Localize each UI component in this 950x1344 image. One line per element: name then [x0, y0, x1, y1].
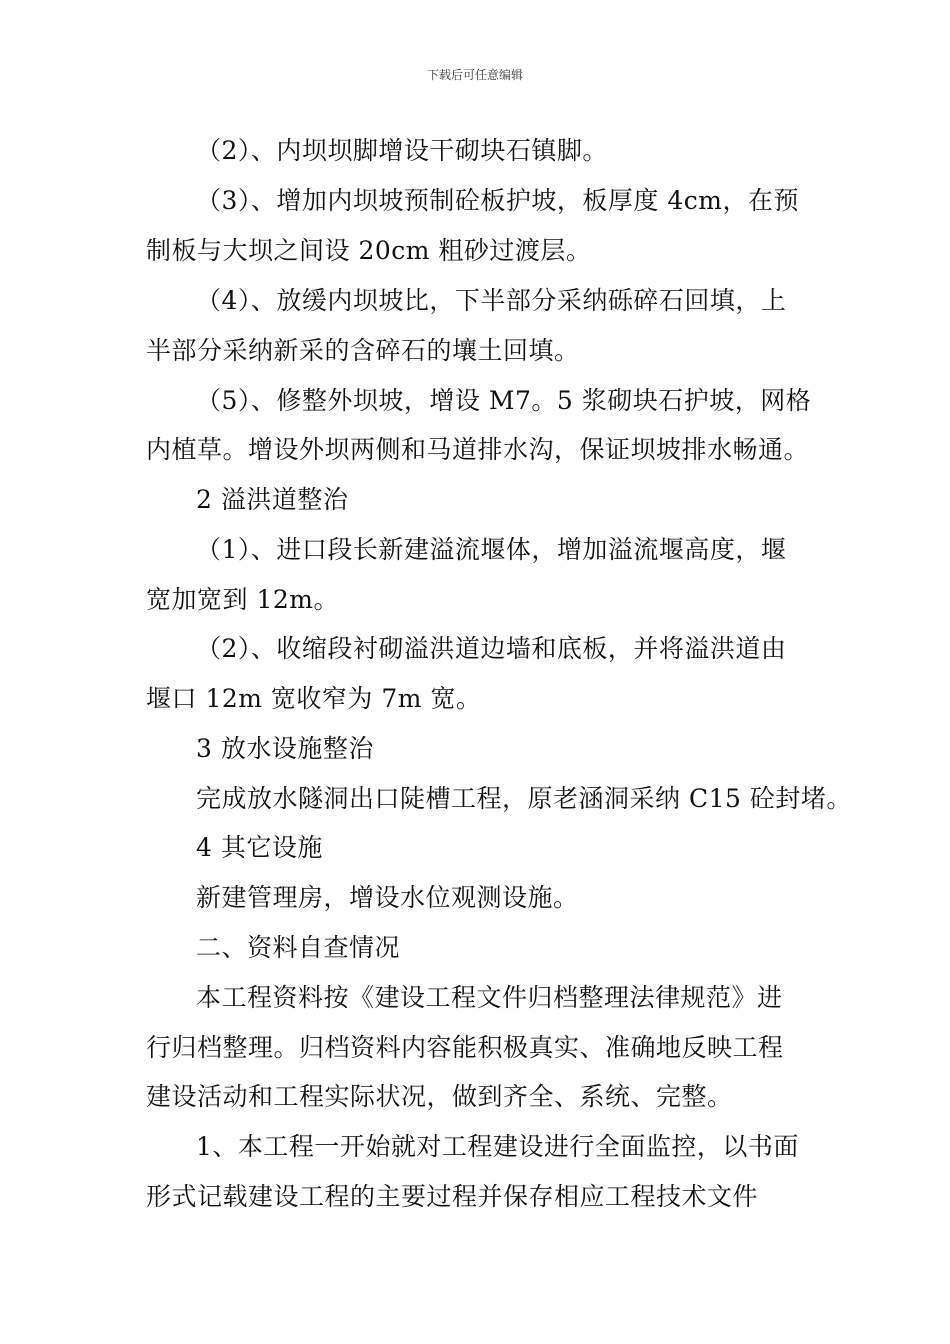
- text-line: （2）、收缩段衬砌溢洪道边墙和底板，并将溢洪道由: [196, 634, 787, 663]
- section-heading: 4 其它设施: [196, 833, 323, 862]
- text-line: 半部分采纳新采的含碎石的壤土回填。: [146, 336, 580, 365]
- text-line: 行归档整理。归档资料内容能积极真实、准确地反映工程: [146, 1033, 784, 1062]
- text-line: 宽加宽到 12m。: [146, 585, 339, 614]
- text-line: 形式记载建设工程的主要过程并保存相应工程技术文件: [146, 1182, 759, 1211]
- text-line: 建设活动和工程实际状况，做到齐全、系统、完整。: [146, 1082, 733, 1111]
- text-line: 1、本工程一开始就对工程建设进行全面监控，以书面: [196, 1132, 799, 1161]
- text-line: （3）、增加内坝坡预制砼板护坡，板厚度 4cm，在预: [196, 186, 799, 215]
- text-line: 本工程资料按《建设工程文件归档整理法律规范》进: [196, 983, 783, 1012]
- text-line: （4）、放缓内坝坡比，下半部分采纳砾碎石回填，上: [196, 286, 787, 315]
- text-line: （1）、进口段长新建溢流堰体，增加溢流堰高度，堰: [196, 535, 787, 564]
- text-line: （2）、内坝坝脚增设干砌块石镇脚。: [196, 136, 608, 165]
- text-line: 内植草。增设外坝两侧和马道排水沟，保证坝坡排水畅通。: [146, 435, 810, 464]
- section-heading: 二、资料自查情况: [196, 933, 401, 962]
- text-line: 完成放水隧洞出口陡槽工程，原老涵洞采纳 C15 砼封堵。: [196, 784, 852, 813]
- text-line: 制板与大坝之间设 20cm 粗砂过渡层。: [146, 236, 592, 265]
- section-heading: 2 溢洪道整治: [196, 485, 349, 514]
- text-line: 堰口 12m 宽收窄为 7m 宽。: [146, 684, 482, 713]
- text-line: （5）、修整外坝坡，增设 M7。5 浆砌块石护坡，网格: [196, 386, 812, 415]
- text-line: 新建管理房，增设水位观测设施。: [196, 883, 579, 912]
- page-header: 下载后可任意编辑: [426, 68, 523, 82]
- section-heading: 3 放水设施整治: [196, 734, 374, 763]
